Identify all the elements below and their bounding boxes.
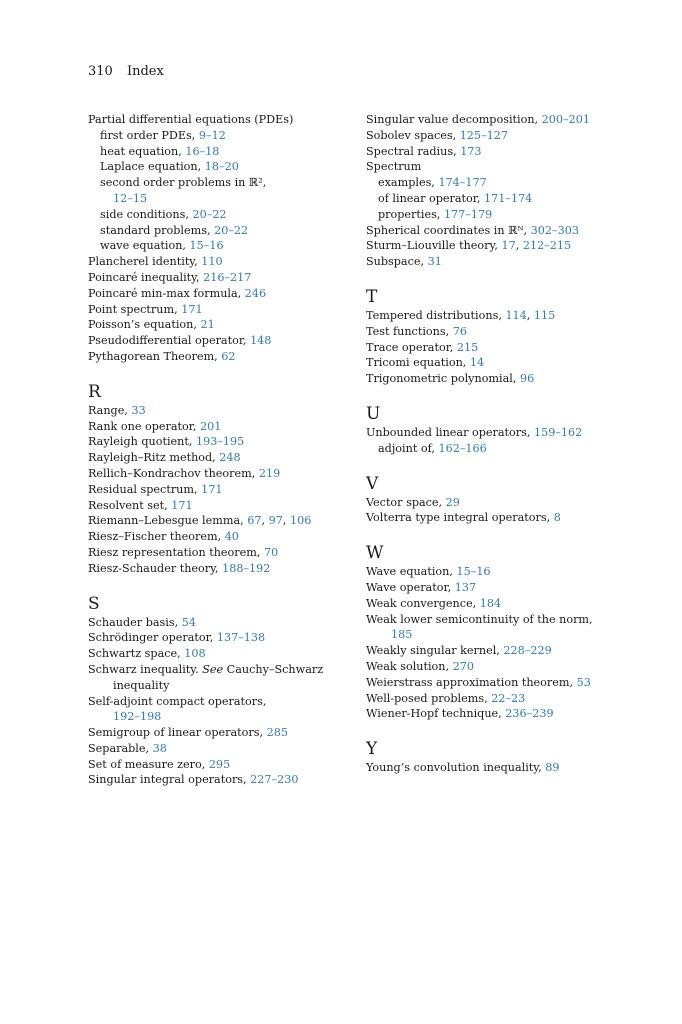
page-reference-link[interactable]: 295 bbox=[208, 757, 231, 771]
page-reference-link[interactable]: 8 bbox=[553, 511, 561, 525]
entry-term: side conditions, bbox=[100, 207, 193, 221]
entry-term: Riesz representation theorem, bbox=[88, 545, 264, 559]
entry-term: Set of measure zero, bbox=[88, 757, 209, 771]
index-entry bbox=[88, 709, 350, 725]
entry-term: Laplace equation, bbox=[100, 160, 205, 174]
index-entry: Riemann–Lebesgue lemma, 67, 97, 106 bbox=[88, 514, 312, 528]
page-reference-link[interactable]: 20–22 bbox=[192, 207, 227, 221]
index-entry bbox=[88, 254, 350, 270]
index-group-w bbox=[366, 543, 646, 722]
section-letter: R bbox=[88, 381, 101, 402]
page-reference-link[interactable]: 200–201 bbox=[541, 113, 590, 126]
entry-term: first order PDEs, bbox=[100, 128, 199, 142]
index-entry bbox=[366, 159, 646, 175]
entry-term: standard problems, bbox=[100, 223, 215, 237]
index-entry bbox=[366, 495, 646, 511]
index-entry: Sturm–Liouville theory, 17, 212–215 bbox=[366, 239, 572, 253]
index-entry bbox=[88, 466, 350, 482]
entry-term: Residual spectrum, bbox=[88, 482, 202, 496]
page-reference-link[interactable]: 137–138 bbox=[216, 631, 266, 645]
entry-term: Trigonometric polynomial, bbox=[366, 372, 520, 386]
entry-term: Semigroup of linear operators, bbox=[88, 726, 267, 740]
index-group-y bbox=[366, 739, 646, 776]
entry-term: Spectrum bbox=[366, 160, 422, 174]
entry-term: Riemann–Lebesgue lemma, bbox=[88, 514, 248, 528]
index-entry bbox=[366, 112, 646, 128]
index-entry bbox=[366, 564, 646, 580]
index-entry bbox=[88, 545, 350, 561]
index-entry bbox=[88, 238, 350, 254]
entry-term: Rayleigh–Ritz method, bbox=[88, 451, 220, 465]
entry-term: Volterra type integral operators, bbox=[366, 511, 554, 525]
section-letter: U bbox=[366, 403, 381, 424]
index-entry bbox=[88, 191, 350, 207]
index-entry bbox=[88, 529, 350, 545]
running-head bbox=[88, 64, 164, 79]
entry-term: Schauder basis, bbox=[88, 615, 182, 629]
index-entry bbox=[88, 450, 350, 466]
page-reference-link[interactable]: 16–18 bbox=[185, 144, 220, 158]
entry-term: Weierstrass approximation theorem, bbox=[366, 675, 577, 689]
entry-term: Wave operator, bbox=[366, 580, 455, 594]
page-reference-link[interactable]: 185 bbox=[391, 628, 413, 642]
entry-term: Weak lower semicontinuity of the norm, bbox=[366, 612, 593, 626]
entry-term: Schwarz inequality. bbox=[88, 662, 203, 676]
section-letter: W bbox=[366, 543, 384, 564]
entry-term: Spherical coordinates in ℝᴺ, bbox=[366, 223, 531, 237]
index-group-v bbox=[366, 474, 646, 527]
page-reference-link[interactable]: 114 bbox=[505, 308, 527, 322]
index-entry bbox=[366, 643, 646, 659]
index-entry bbox=[366, 223, 646, 239]
entry-term: Test functions, bbox=[366, 324, 453, 338]
page-reference-link[interactable]: 38 bbox=[152, 741, 167, 755]
index-entry bbox=[88, 646, 350, 662]
page-reference-link[interactable]: 21 bbox=[200, 318, 215, 332]
entry-term: Rayleigh quotient, bbox=[88, 435, 196, 449]
page-reference-link[interactable]: 188–192 bbox=[222, 561, 271, 575]
index-entry: Tempered distributions, 114, 115 bbox=[366, 308, 556, 322]
index-entry bbox=[366, 580, 646, 596]
index-entry bbox=[366, 612, 646, 628]
page-reference-link[interactable]: 285 bbox=[266, 726, 288, 740]
page-reference-link[interactable]: 76 bbox=[452, 324, 467, 338]
index-entry bbox=[366, 706, 646, 722]
entry-term: Singular value decomposition, bbox=[366, 113, 542, 126]
index-entry bbox=[366, 371, 646, 387]
index-entry bbox=[88, 434, 350, 450]
entry-term: Weak convergence, bbox=[366, 596, 480, 610]
index-entry bbox=[88, 561, 350, 577]
entry-term: Sturm–Liouville theory, bbox=[366, 239, 502, 253]
index-entry bbox=[366, 355, 646, 371]
page-reference-link[interactable]: 40 bbox=[224, 530, 239, 544]
index-entry bbox=[88, 159, 350, 175]
page-reference-link[interactable]: 174–177 bbox=[438, 176, 487, 190]
page-reference-link[interactable]: 228–229 bbox=[503, 644, 552, 658]
page-reference-link[interactable]: 9–12 bbox=[198, 128, 226, 142]
entry-term: properties, bbox=[378, 207, 444, 221]
section-letter: T bbox=[366, 286, 378, 307]
page-reference-link[interactable]: 20–22 bbox=[214, 223, 249, 237]
page-reference-link[interactable]: 227–230 bbox=[250, 773, 299, 787]
entry-term: Well-posed problems, bbox=[366, 691, 492, 705]
page-number: 310 bbox=[88, 64, 113, 79]
index-entry bbox=[88, 128, 350, 144]
page-reference-link[interactable]: 236–239 bbox=[505, 707, 554, 721]
index-entry bbox=[88, 482, 350, 498]
index-entry bbox=[366, 191, 646, 207]
index-entry bbox=[366, 340, 646, 356]
entry-term: Riesz–Fischer theorem, bbox=[88, 530, 225, 544]
entry-term: Pythagorean Theorem, bbox=[88, 349, 222, 363]
index-entry bbox=[88, 757, 350, 773]
page-reference-link[interactable]: 162–166 bbox=[438, 441, 487, 455]
running-title: Index bbox=[126, 64, 164, 79]
entry-term: Plancherel identity, bbox=[88, 255, 202, 269]
index-column-right bbox=[366, 112, 646, 776]
index-entry bbox=[88, 630, 350, 646]
entry-term: Schrödinger operator, bbox=[88, 631, 217, 645]
entry-term: Point spectrum, bbox=[88, 302, 182, 316]
page-reference-link[interactable]: 270 bbox=[452, 659, 474, 673]
index-entry bbox=[88, 741, 350, 757]
page-reference-link[interactable]: 177–179 bbox=[443, 207, 493, 221]
entry-term: Poisson’s equation, bbox=[88, 318, 201, 332]
page-reference-link[interactable]: 159–162 bbox=[533, 425, 583, 439]
page-reference-link[interactable]: 54 bbox=[181, 615, 196, 629]
index-entry bbox=[88, 419, 350, 435]
see-reference: See bbox=[202, 662, 224, 676]
page-reference-link[interactable]: 246 bbox=[244, 286, 267, 300]
index-entry bbox=[366, 675, 646, 691]
index-entry bbox=[88, 317, 350, 333]
page-reference-link[interactable]: 106 bbox=[289, 514, 312, 528]
entry-term: Partial differential equations (PDEs) bbox=[88, 113, 294, 126]
index-entry bbox=[88, 207, 350, 223]
page-reference-link[interactable]: 12–15 bbox=[113, 191, 148, 205]
page-reference-link[interactable]: 53 bbox=[576, 675, 591, 689]
index-entry bbox=[366, 760, 646, 776]
index-entry bbox=[366, 510, 646, 526]
page-reference-link[interactable]: 15–16 bbox=[456, 565, 491, 579]
entry-term: Wave equation, bbox=[366, 565, 457, 579]
page-reference-link[interactable]: 219 bbox=[258, 466, 281, 480]
page-reference-link[interactable]: 115 bbox=[533, 308, 556, 322]
entry-term: Unbounded linear operators, bbox=[366, 425, 534, 439]
entry-term: Schwartz space, bbox=[88, 647, 185, 661]
index-entry bbox=[88, 333, 350, 349]
entry-term: Trace operator, bbox=[366, 340, 457, 354]
page-reference-link[interactable]: 14 bbox=[469, 356, 485, 370]
section-letter: Y bbox=[366, 739, 378, 760]
index-entry bbox=[88, 223, 350, 239]
page-reference-link[interactable]: 22–23 bbox=[491, 691, 526, 705]
page-reference-link[interactable]: 193–195 bbox=[195, 435, 245, 449]
entry-term: Separable, bbox=[88, 741, 153, 755]
entry-term: Resolvent set, bbox=[88, 498, 172, 512]
index-entry bbox=[366, 659, 646, 675]
entry-term: Rellich–Kondrachov theorem, bbox=[88, 466, 259, 480]
page-reference-link[interactable]: 96 bbox=[519, 372, 535, 386]
page-reference-link[interactable]: 171–174 bbox=[484, 191, 533, 205]
index-group-u bbox=[366, 404, 646, 457]
index-entry bbox=[88, 694, 350, 710]
entry-term: Wiener-Hopf technique, bbox=[366, 707, 506, 721]
index-entry bbox=[88, 403, 350, 419]
index-entry bbox=[366, 207, 646, 223]
page-reference-link[interactable]: 97 bbox=[268, 514, 283, 528]
page-reference-link[interactable]: 17 bbox=[501, 239, 516, 253]
page-reference-link[interactable]: 67 bbox=[247, 514, 262, 528]
entry-term: of linear operator, bbox=[378, 191, 484, 205]
page-reference-link[interactable]: 171 bbox=[201, 482, 223, 496]
entry-term: Sobolev spaces, bbox=[366, 128, 460, 142]
entry-term: Vector space, bbox=[366, 495, 446, 509]
entry-term: Range, bbox=[88, 403, 132, 417]
index-group bbox=[88, 112, 350, 365]
index-entry bbox=[366, 175, 646, 191]
page-reference-link[interactable]: 29 bbox=[445, 495, 460, 509]
entry-term: Rank one operator, bbox=[88, 419, 201, 433]
index-entry bbox=[88, 498, 350, 514]
entry-term: Poincaré inequality, bbox=[88, 270, 204, 284]
entry-term: Tricomi equation, bbox=[366, 356, 470, 370]
page-reference-link[interactable]: 89 bbox=[545, 761, 560, 775]
index-group bbox=[366, 112, 646, 270]
entry-term: Pseudodifferential operator, bbox=[88, 334, 251, 348]
index-entry bbox=[366, 324, 646, 340]
page-reference-link[interactable]: 108 bbox=[184, 647, 206, 661]
page-reference-link[interactable]: 31 bbox=[427, 255, 442, 269]
section-letter: V bbox=[366, 473, 379, 494]
entry-term: examples, bbox=[378, 176, 439, 190]
index-entry bbox=[88, 725, 350, 741]
index-entry bbox=[88, 286, 350, 302]
index-entry bbox=[88, 678, 350, 694]
entry-term: Tempered distributions, bbox=[366, 308, 506, 322]
index-entry bbox=[366, 691, 646, 707]
index-entry bbox=[366, 128, 646, 144]
page-reference-link[interactable]: 15–16 bbox=[189, 239, 224, 253]
page-reference-link[interactable]: 212–215 bbox=[522, 239, 572, 253]
index-entry bbox=[88, 349, 350, 365]
index-entry bbox=[366, 441, 646, 457]
index-entry bbox=[366, 254, 646, 270]
section-letter: S bbox=[88, 593, 100, 614]
page-reference-link[interactable]: 184 bbox=[479, 596, 502, 610]
entry-term: Spectral radius, bbox=[366, 144, 461, 158]
page-reference-link[interactable]: 173 bbox=[460, 144, 482, 158]
entry-term: Weak solution, bbox=[366, 659, 453, 673]
entry-term: Weakly singular kernel, bbox=[366, 644, 504, 658]
index-entry bbox=[88, 662, 350, 678]
index-entry bbox=[366, 144, 646, 160]
index-entry bbox=[366, 425, 646, 441]
entry-term: Poincaré min-max formula, bbox=[88, 286, 245, 300]
page-reference-link[interactable]: 110 bbox=[201, 255, 223, 269]
entry-term: Subspace, bbox=[366, 255, 428, 269]
index-entry bbox=[366, 596, 646, 612]
page-reference-link[interactable]: 171 bbox=[181, 302, 203, 316]
index-entry bbox=[88, 270, 350, 286]
entry-term: adjoint of, bbox=[378, 441, 439, 455]
page-reference-link[interactable]: 171 bbox=[171, 498, 193, 512]
index-entry bbox=[88, 772, 350, 788]
entry-term: second order problems in ℝ², bbox=[100, 176, 267, 190]
index-group-s bbox=[88, 594, 350, 789]
page-reference-link[interactable]: 137 bbox=[454, 580, 477, 594]
page-reference-link[interactable]: 302–303 bbox=[530, 223, 579, 237]
entry-term: inequality bbox=[113, 678, 170, 692]
page-reference-link[interactable]: 125–127 bbox=[459, 128, 508, 142]
entry-term: Riesz-Schauder theory, bbox=[88, 561, 223, 575]
index-group-t bbox=[366, 287, 646, 387]
entry-term: heat equation, bbox=[100, 144, 186, 158]
index-entry bbox=[88, 144, 350, 160]
index-entry bbox=[88, 112, 350, 128]
entry-term: wave equation, bbox=[100, 239, 190, 253]
page-reference-link[interactable]: 33 bbox=[131, 403, 146, 417]
see-target: Cauchy–Schwarz bbox=[223, 662, 324, 676]
index-entry bbox=[88, 175, 350, 191]
entry-term: Young’s convolution inequality, bbox=[366, 761, 546, 775]
index-group-r bbox=[88, 382, 350, 577]
page-reference-link[interactable]: 18–20 bbox=[204, 160, 239, 174]
page-reference-link[interactable]: 201 bbox=[200, 419, 222, 433]
entry-term: Singular integral operators, bbox=[88, 773, 251, 787]
index-column-left bbox=[88, 112, 350, 788]
page-reference-link[interactable]: 192–198 bbox=[113, 710, 162, 724]
page-reference-link[interactable]: 62 bbox=[221, 349, 236, 363]
page-reference-link[interactable]: 248 bbox=[219, 451, 241, 465]
page-reference-link[interactable]: 148 bbox=[250, 334, 272, 348]
page-reference-link[interactable]: 216–217 bbox=[203, 270, 252, 284]
page-reference-link[interactable]: 215 bbox=[456, 340, 479, 354]
entry-term: Self-adjoint compact operators, bbox=[88, 694, 267, 708]
page-reference-link[interactable]: 70 bbox=[263, 545, 279, 559]
index-entry bbox=[88, 615, 350, 631]
index-entry bbox=[88, 302, 350, 318]
index-entry bbox=[366, 627, 646, 643]
